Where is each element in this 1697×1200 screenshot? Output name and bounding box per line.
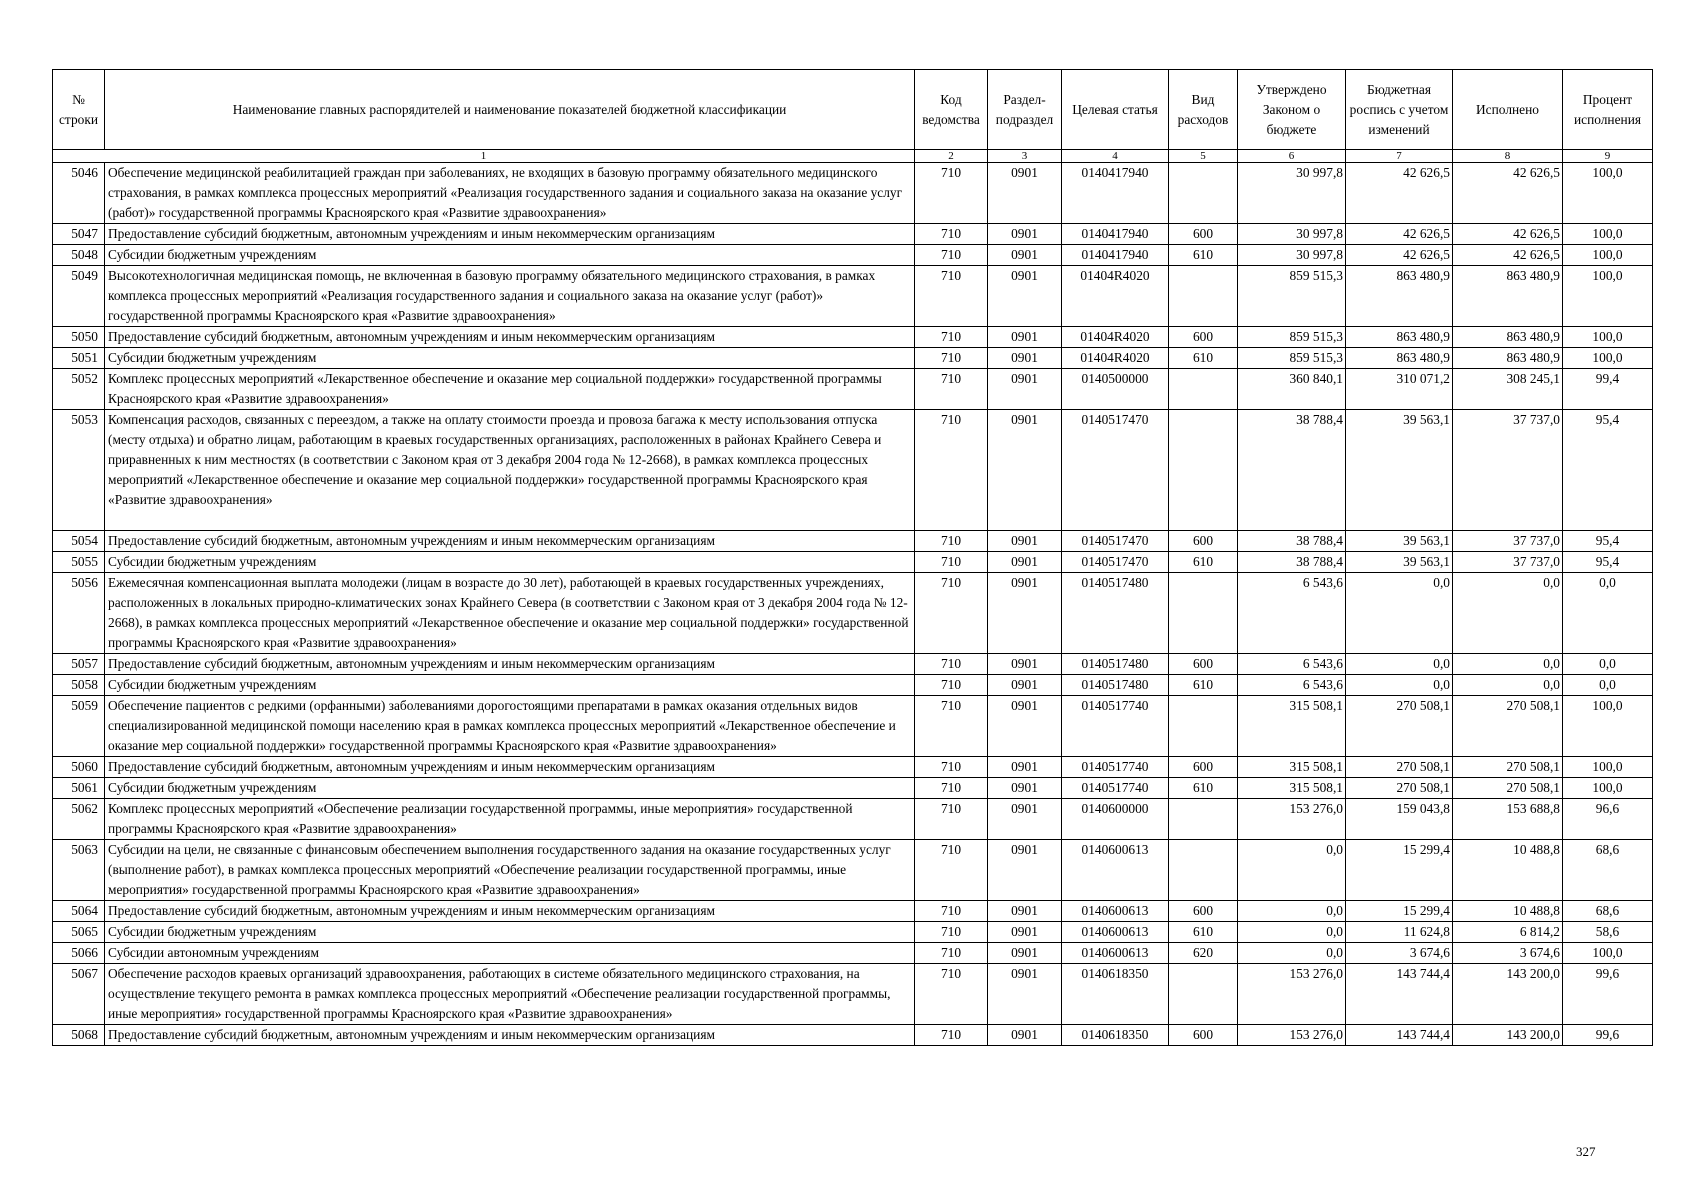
approved-amount: 859 515,3: [1238, 266, 1346, 327]
row-number: 5053: [53, 410, 105, 531]
dept-code: 710: [915, 799, 988, 840]
dept-code: 710: [915, 922, 988, 943]
target-article: 0140618350: [1062, 964, 1169, 1025]
listing-amount: 143 744,4: [1346, 964, 1453, 1025]
executed-amount: 0,0: [1453, 675, 1563, 696]
row-name: Обеспечение пациентов с редкими (орфанными) заболеваниями дорогостоящими препаратами в рамках оказания отдельных видов специализированной медицинской помощи населению края в рамках комплекса процессных мероприятий «Лекарственное обеспечение и оказание мер социальной поддержки» государственной программы Красноярского края «Развитие здравоохранения»: [105, 696, 915, 757]
dept-code: 710: [915, 163, 988, 224]
execution-percent: 100,0: [1563, 245, 1653, 266]
target-article: 0140517480: [1062, 675, 1169, 696]
execution-percent: 95,4: [1563, 531, 1653, 552]
column-number: 1: [53, 150, 915, 163]
header-executed: Исполнено: [1453, 70, 1563, 150]
executed-amount: 143 200,0: [1453, 964, 1563, 1025]
section-code: 0901: [988, 552, 1062, 573]
section-code: 0901: [988, 901, 1062, 922]
expense-kind: 610: [1169, 778, 1238, 799]
approved-amount: 30 997,8: [1238, 163, 1346, 224]
header-expense-kind: Вид расходов: [1169, 70, 1238, 150]
table-row: [53, 163, 1653, 224]
execution-percent: 100,0: [1563, 778, 1653, 799]
listing-amount: 42 626,5: [1346, 245, 1453, 266]
section-code: 0901: [988, 675, 1062, 696]
execution-percent: 99,6: [1563, 964, 1653, 1025]
expense-kind: [1169, 964, 1238, 1025]
approved-amount: 153 276,0: [1238, 964, 1346, 1025]
approved-amount: 38 788,4: [1238, 552, 1346, 573]
header-approved: Утверждено Законом о бюджете: [1238, 70, 1346, 150]
target-article: 01404R4020: [1062, 266, 1169, 327]
row-name: Комплекс процессных мероприятий «Лекарственное обеспечение и оказание мер социальной поддержки» государственной программы Красноярского края «Развитие здравоохранения»: [105, 369, 915, 410]
target-article: 0140517480: [1062, 573, 1169, 654]
table-row: [53, 266, 1653, 327]
dept-code: 710: [915, 245, 988, 266]
header-row-number: № строки: [53, 70, 105, 150]
execution-percent: 100,0: [1563, 696, 1653, 757]
approved-amount: 315 508,1: [1238, 757, 1346, 778]
table-row: [53, 964, 1653, 1025]
section-code: 0901: [988, 840, 1062, 901]
table-row: [53, 922, 1653, 943]
row-number: 5064: [53, 901, 105, 922]
executed-amount: 42 626,5: [1453, 163, 1563, 224]
section-code: 0901: [988, 654, 1062, 675]
approved-amount: 38 788,4: [1238, 410, 1346, 531]
column-number: 3: [988, 150, 1062, 163]
row-name: Предоставление субсидий бюджетным, автономным учреждениям и иным некоммерческим организациям: [105, 327, 915, 348]
approved-amount: 315 508,1: [1238, 778, 1346, 799]
row-name: Высокотехнологичная медицинская помощь, не включенная в базовую программу обязательного медицинского страхования, в рамках комплекса процессных мероприятий «Реализация государственного задания и социального заказа на оказание услуг (работ)» государственной программы Красноярского края «Развитие здравоохранения»: [105, 266, 915, 327]
executed-amount: 863 480,9: [1453, 266, 1563, 327]
section-code: 0901: [988, 410, 1062, 531]
header-name: Наименование главных распорядителей и наименование показателей бюджетной классификации: [105, 70, 915, 150]
dept-code: 710: [915, 778, 988, 799]
target-article: 0140600613: [1062, 901, 1169, 922]
dept-code: 710: [915, 840, 988, 901]
expense-kind: 600: [1169, 901, 1238, 922]
expense-kind: 600: [1169, 654, 1238, 675]
row-number: 5068: [53, 1025, 105, 1046]
row-name: Ежемесячная компенсационная выплата молодежи (лицам в возрасте до 30 лет), работающей в краевых государственных учреждениях, расположенных в локальных природно-климатических зонах Крайнего Севера (в соответствии с Законом края от 3 декабря 2004 года № 12-2668), в рамках комплекса процессных мероприятий «Лекарственное обеспечение и оказание мер социальной поддержки» государственной программы Красноярского края «Развитие здравоохранения»: [105, 573, 915, 654]
row-number: 5051: [53, 348, 105, 369]
target-article: 0140517470: [1062, 410, 1169, 531]
execution-percent: 100,0: [1563, 224, 1653, 245]
table-row: [53, 245, 1653, 266]
table-row: [53, 348, 1653, 369]
dept-code: 710: [915, 573, 988, 654]
dept-code: 710: [915, 410, 988, 531]
column-number: 5: [1169, 150, 1238, 163]
target-article: 0140517480: [1062, 654, 1169, 675]
table-row: [53, 573, 1653, 654]
listing-amount: 159 043,8: [1346, 799, 1453, 840]
dept-code: 710: [915, 901, 988, 922]
row-number: 5050: [53, 327, 105, 348]
section-code: 0901: [988, 964, 1062, 1025]
dept-code: 710: [915, 224, 988, 245]
executed-amount: 308 245,1: [1453, 369, 1563, 410]
row-number: 5047: [53, 224, 105, 245]
approved-amount: 30 997,8: [1238, 245, 1346, 266]
table-row: [53, 840, 1653, 901]
row-number: 5058: [53, 675, 105, 696]
approved-amount: 859 515,3: [1238, 348, 1346, 369]
table-row: [53, 552, 1653, 573]
section-code: 0901: [988, 778, 1062, 799]
approved-amount: 0,0: [1238, 840, 1346, 901]
listing-amount: 11 624,8: [1346, 922, 1453, 943]
table-row: [53, 757, 1653, 778]
dept-code: 710: [915, 327, 988, 348]
execution-percent: 0,0: [1563, 675, 1653, 696]
expense-kind: [1169, 840, 1238, 901]
listing-amount: 0,0: [1346, 675, 1453, 696]
expense-kind: 610: [1169, 348, 1238, 369]
table-row: [53, 696, 1653, 757]
column-number-row: [53, 150, 1653, 163]
executed-amount: 270 508,1: [1453, 778, 1563, 799]
expense-kind: 600: [1169, 757, 1238, 778]
approved-amount: 315 508,1: [1238, 696, 1346, 757]
table-row: [53, 327, 1653, 348]
column-number: 6: [1238, 150, 1346, 163]
executed-amount: 143 200,0: [1453, 1025, 1563, 1046]
expense-kind: [1169, 696, 1238, 757]
budget-table: [52, 69, 1653, 1046]
target-article: 0140600613: [1062, 943, 1169, 964]
row-number: 5063: [53, 840, 105, 901]
header-budget-listing: Бюджетная роспись с учетом изменений: [1346, 70, 1453, 150]
section-code: 0901: [988, 1025, 1062, 1046]
approved-amount: 153 276,0: [1238, 1025, 1346, 1046]
section-code: 0901: [988, 757, 1062, 778]
expense-kind: [1169, 369, 1238, 410]
row-name: Субсидии бюджетным учреждениям: [105, 922, 915, 943]
row-name: Субсидии бюджетным учреждениям: [105, 778, 915, 799]
approved-amount: 859 515,3: [1238, 327, 1346, 348]
executed-amount: 3 674,6: [1453, 943, 1563, 964]
expense-kind: [1169, 163, 1238, 224]
expense-kind: [1169, 573, 1238, 654]
execution-percent: 99,6: [1563, 1025, 1653, 1046]
section-code: 0901: [988, 573, 1062, 654]
expense-kind: 610: [1169, 922, 1238, 943]
approved-amount: 6 543,6: [1238, 675, 1346, 696]
dept-code: 710: [915, 696, 988, 757]
header-section: Раздел-подраздел: [988, 70, 1062, 150]
row-number: 5046: [53, 163, 105, 224]
approved-amount: 360 840,1: [1238, 369, 1346, 410]
listing-amount: 0,0: [1346, 573, 1453, 654]
row-name: Субсидии бюджетным учреждениям: [105, 675, 915, 696]
dept-code: 710: [915, 531, 988, 552]
executed-amount: 0,0: [1453, 573, 1563, 654]
dept-code: 710: [915, 266, 988, 327]
row-number: 5061: [53, 778, 105, 799]
target-article: 0140618350: [1062, 1025, 1169, 1046]
row-number: 5065: [53, 922, 105, 943]
table-row: [53, 901, 1653, 922]
executed-amount: 863 480,9: [1453, 327, 1563, 348]
table-row: [53, 224, 1653, 245]
row-name: Предоставление субсидий бюджетным, автономным учреждениям и иным некоммерческим организациям: [105, 901, 915, 922]
executed-amount: 37 737,0: [1453, 531, 1563, 552]
section-code: 0901: [988, 696, 1062, 757]
listing-amount: 39 563,1: [1346, 410, 1453, 531]
executed-amount: 37 737,0: [1453, 552, 1563, 573]
section-code: 0901: [988, 799, 1062, 840]
row-number: 5054: [53, 531, 105, 552]
row-name: Компенсация расходов, связанных с переездом, а также на оплату стоимости проезда и провоза багажа к месту использования отпуска (месту отдыха) и обратно лицам, работающим в краевых государственных организациях, расположенных в районах Крайнего Севера и приравненных к ним местностях (в соответствии с Законом края от 3 декабря 2004 года № 12-2668), в рамках комплекса процессных мероприятий «Лекарственное обеспечение и оказание мер социальной поддержки» государственной программы Красноярского края «Развитие здравоохранения»: [105, 410, 915, 531]
dept-code: 710: [915, 943, 988, 964]
row-number: 5056: [53, 573, 105, 654]
section-code: 0901: [988, 922, 1062, 943]
row-name: Субсидии бюджетным учреждениям: [105, 245, 915, 266]
expense-kind: [1169, 266, 1238, 327]
target-article: 0140517740: [1062, 757, 1169, 778]
expense-kind: 610: [1169, 552, 1238, 573]
approved-amount: 6 543,6: [1238, 573, 1346, 654]
row-name: Предоставление субсидий бюджетным, автономным учреждениям и иным некоммерческим организациям: [105, 757, 915, 778]
section-code: 0901: [988, 327, 1062, 348]
section-code: 0901: [988, 348, 1062, 369]
executed-amount: 10 488,8: [1453, 840, 1563, 901]
table-row: [53, 410, 1653, 531]
approved-amount: 153 276,0: [1238, 799, 1346, 840]
section-code: 0901: [988, 943, 1062, 964]
row-name: Предоставление субсидий бюджетным, автономным учреждениям и иным некоммерческим организациям: [105, 224, 915, 245]
dept-code: 710: [915, 757, 988, 778]
table-row: [53, 531, 1653, 552]
execution-percent: 100,0: [1563, 266, 1653, 327]
table-row: [53, 654, 1653, 675]
execution-percent: 100,0: [1563, 327, 1653, 348]
section-code: 0901: [988, 266, 1062, 327]
listing-amount: 270 508,1: [1346, 757, 1453, 778]
executed-amount: 863 480,9: [1453, 348, 1563, 369]
expense-kind: 610: [1169, 245, 1238, 266]
column-number: 7: [1346, 150, 1453, 163]
execution-percent: 100,0: [1563, 348, 1653, 369]
execution-percent: 96,6: [1563, 799, 1653, 840]
dept-code: 710: [915, 1025, 988, 1046]
target-article: 0140517470: [1062, 552, 1169, 573]
dept-code: 710: [915, 552, 988, 573]
expense-kind: 600: [1169, 224, 1238, 245]
table-row: [53, 1025, 1653, 1046]
row-number: 5049: [53, 266, 105, 327]
execution-percent: 99,4: [1563, 369, 1653, 410]
listing-amount: 39 563,1: [1346, 531, 1453, 552]
executed-amount: 153 688,8: [1453, 799, 1563, 840]
executed-amount: 270 508,1: [1453, 696, 1563, 757]
page-number: 327: [1576, 1144, 1596, 1159]
row-name: Комплекс процессных мероприятий «Обеспечение реализации государственной программы, иные мероприятия» государственной программы Красноярского края «Развитие здравоохранения»: [105, 799, 915, 840]
listing-amount: 863 480,9: [1346, 348, 1453, 369]
listing-amount: 310 071,2: [1346, 369, 1453, 410]
execution-percent: 95,4: [1563, 552, 1653, 573]
row-name: Предоставление субсидий бюджетным, автономным учреждениям и иным некоммерческим организациям: [105, 1025, 915, 1046]
executed-amount: 0,0: [1453, 654, 1563, 675]
header-percent: Процент исполнения: [1563, 70, 1653, 150]
section-code: 0901: [988, 369, 1062, 410]
section-code: 0901: [988, 245, 1062, 266]
approved-amount: 38 788,4: [1238, 531, 1346, 552]
expense-kind: 610: [1169, 675, 1238, 696]
row-name: Субсидии на цели, не связанные с финансовым обеспечением выполнения государственного задания на оказание государственных услуг (выполнение работ), в рамках комплекса процессных мероприятий «Обеспечение реализации государственной программы, иные мероприятия» государственной программы Красноярского края «Развитие здравоохранения»: [105, 840, 915, 901]
listing-amount: 270 508,1: [1346, 778, 1453, 799]
table-row: [53, 799, 1653, 840]
approved-amount: 0,0: [1238, 922, 1346, 943]
target-article: 01404R4020: [1062, 348, 1169, 369]
table-row: [53, 943, 1653, 964]
target-article: 0140500000: [1062, 369, 1169, 410]
execution-percent: 68,6: [1563, 901, 1653, 922]
approved-amount: 30 997,8: [1238, 224, 1346, 245]
section-code: 0901: [988, 224, 1062, 245]
execution-percent: 68,6: [1563, 840, 1653, 901]
row-number: 5057: [53, 654, 105, 675]
dept-code: 710: [915, 964, 988, 1025]
expense-kind: [1169, 410, 1238, 531]
column-number: 2: [915, 150, 988, 163]
expense-kind: 600: [1169, 327, 1238, 348]
target-article: 0140417940: [1062, 245, 1169, 266]
expense-kind: 620: [1169, 943, 1238, 964]
listing-amount: 143 744,4: [1346, 1025, 1453, 1046]
row-number: 5059: [53, 696, 105, 757]
row-number: 5067: [53, 964, 105, 1025]
table-row: [53, 369, 1653, 410]
row-number: 5066: [53, 943, 105, 964]
table-header: [53, 70, 1653, 163]
listing-amount: 42 626,5: [1346, 224, 1453, 245]
row-number: 5048: [53, 245, 105, 266]
row-number: 5055: [53, 552, 105, 573]
row-number: 5062: [53, 799, 105, 840]
dept-code: 710: [915, 654, 988, 675]
expense-kind: 600: [1169, 1025, 1238, 1046]
table-row: [53, 675, 1653, 696]
target-article: 0140517740: [1062, 778, 1169, 799]
executed-amount: 270 508,1: [1453, 757, 1563, 778]
expense-kind: [1169, 799, 1238, 840]
column-number: 8: [1453, 150, 1563, 163]
listing-amount: 39 563,1: [1346, 552, 1453, 573]
execution-percent: 100,0: [1563, 943, 1653, 964]
column-number: 4: [1062, 150, 1169, 163]
target-article: 0140417940: [1062, 224, 1169, 245]
execution-percent: 0,0: [1563, 573, 1653, 654]
header-target-article: Целевая статья: [1062, 70, 1169, 150]
execution-percent: 95,4: [1563, 410, 1653, 531]
target-article: 0140600613: [1062, 922, 1169, 943]
listing-amount: 270 508,1: [1346, 696, 1453, 757]
section-code: 0901: [988, 163, 1062, 224]
listing-amount: 0,0: [1346, 654, 1453, 675]
approved-amount: 0,0: [1238, 943, 1346, 964]
header-dept-code: Код ведомства: [915, 70, 988, 150]
approved-amount: 0,0: [1238, 901, 1346, 922]
executed-amount: 10 488,8: [1453, 901, 1563, 922]
target-article: 0140517470: [1062, 531, 1169, 552]
row-name: Субсидии автономным учреждениям: [105, 943, 915, 964]
listing-amount: 863 480,9: [1346, 327, 1453, 348]
execution-percent: 100,0: [1563, 163, 1653, 224]
column-number: 9: [1563, 150, 1653, 163]
dept-code: 710: [915, 675, 988, 696]
row-name: Субсидии бюджетным учреждениям: [105, 348, 915, 369]
target-article: 01404R4020: [1062, 327, 1169, 348]
listing-amount: 15 299,4: [1346, 901, 1453, 922]
approved-amount: 6 543,6: [1238, 654, 1346, 675]
row-name: Обеспечение расходов краевых организаций здравоохранения, работающих в системе обязательного медицинского страхования, на осуществление текущего ремонта в рамках комплекса процессных мероприятий «Обеспечение реализации государственной программы, иные мероприятия» государственной программы Красноярского края «Развитие здравоохранения»: [105, 964, 915, 1025]
target-article: 0140600613: [1062, 840, 1169, 901]
target-article: 0140417940: [1062, 163, 1169, 224]
row-name: Предоставление субсидий бюджетным, автономным учреждениям и иным некоммерческим организациям: [105, 531, 915, 552]
executed-amount: 42 626,5: [1453, 224, 1563, 245]
listing-amount: 42 626,5: [1346, 163, 1453, 224]
executed-amount: 37 737,0: [1453, 410, 1563, 531]
row-number: 5052: [53, 369, 105, 410]
execution-percent: 100,0: [1563, 757, 1653, 778]
listing-amount: 3 674,6: [1346, 943, 1453, 964]
table-row: [53, 778, 1653, 799]
row-number: 5060: [53, 757, 105, 778]
listing-amount: 15 299,4: [1346, 840, 1453, 901]
execution-percent: 0,0: [1563, 654, 1653, 675]
listing-amount: 863 480,9: [1346, 266, 1453, 327]
executed-amount: 42 626,5: [1453, 245, 1563, 266]
dept-code: 710: [915, 369, 988, 410]
section-code: 0901: [988, 531, 1062, 552]
expense-kind: 600: [1169, 531, 1238, 552]
row-name: Субсидии бюджетным учреждениям: [105, 552, 915, 573]
target-article: 0140600000: [1062, 799, 1169, 840]
execution-percent: 58,6: [1563, 922, 1653, 943]
target-article: 0140517740: [1062, 696, 1169, 757]
table-body: [53, 163, 1653, 1046]
row-name: Обеспечение медицинской реабилитацией граждан при заболеваниях, не входящих в базовую программу обязательного медицинского страхования, в рамках комплекса процессных мероприятий «Реализация государственного задания и социального заказа на оказание услуг (работ)» государственной программы Красноярского края «Развитие здравоохранения»: [105, 163, 915, 224]
executed-amount: 6 814,2: [1453, 922, 1563, 943]
dept-code: 710: [915, 348, 988, 369]
row-name: Предоставление субсидий бюджетным, автономным учреждениям и иным некоммерческим организациям: [105, 654, 915, 675]
